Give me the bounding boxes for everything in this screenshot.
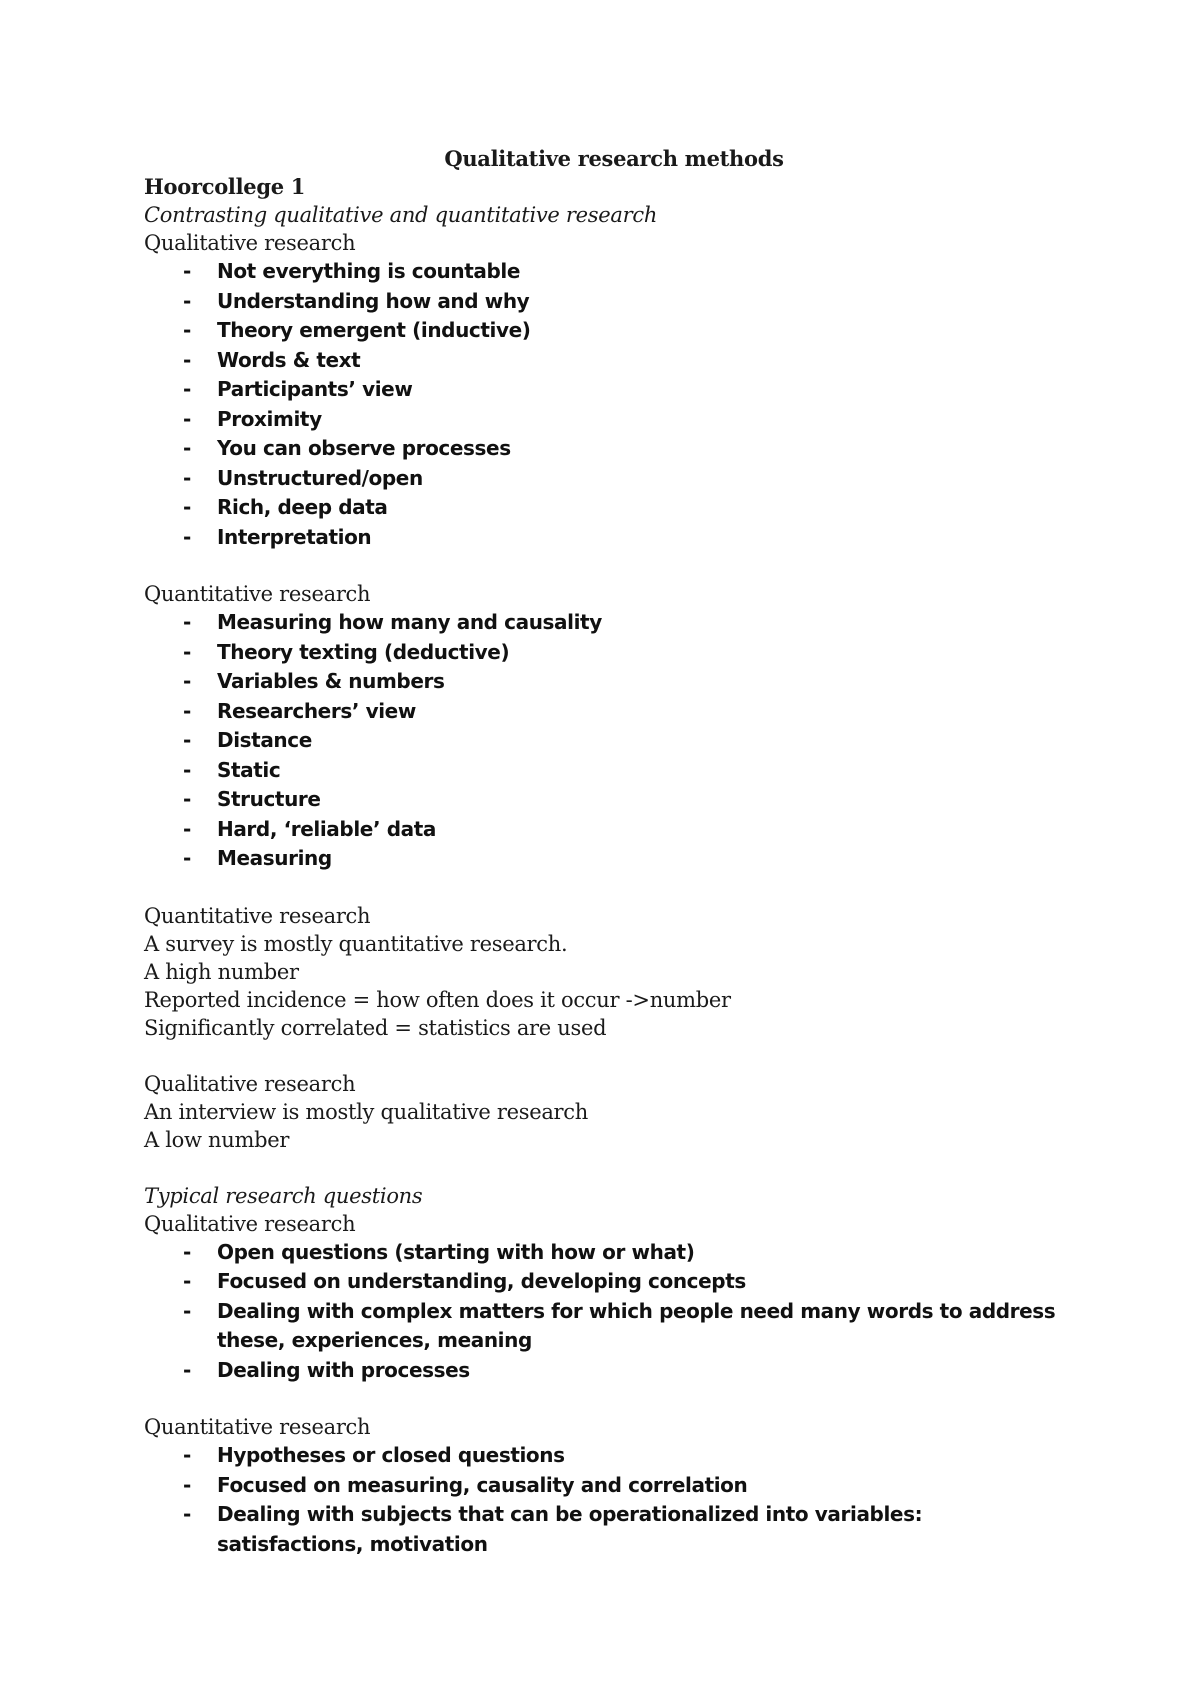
list-item-text: Dealing with processes xyxy=(217,1357,470,1382)
bullet-dash: - xyxy=(183,669,191,693)
bullet-dash: - xyxy=(183,436,191,460)
list-item xyxy=(144,523,1074,553)
list-item xyxy=(144,257,1074,287)
list-item xyxy=(144,464,1074,494)
bullet-dash: - xyxy=(183,1472,191,1497)
lecture-heading: Hoorcollege 1 xyxy=(144,174,306,199)
section-heading-research-questions: Typical research questions xyxy=(144,1183,423,1208)
list-item-text: Theory texting (deductive) xyxy=(217,639,510,664)
qual-list xyxy=(144,257,1074,552)
list-item xyxy=(144,1500,1074,1559)
text-line: A low number xyxy=(144,1127,290,1152)
list-item xyxy=(144,1267,1074,1297)
spacer xyxy=(144,1042,1074,1070)
bullet-dash: - xyxy=(183,846,191,870)
list-item-text: Variables & numbers xyxy=(217,669,445,693)
bullet-dash: - xyxy=(183,698,191,723)
list-item xyxy=(144,667,1074,697)
list-item xyxy=(144,608,1074,638)
spacer xyxy=(144,1385,1074,1413)
bullet-dash: - xyxy=(183,787,191,811)
list-item xyxy=(144,1297,1074,1356)
qual-example-heading: Qualitative research xyxy=(144,1071,356,1096)
list-item xyxy=(144,697,1074,727)
bullet-dash: - xyxy=(183,495,191,519)
bullet-dash: - xyxy=(183,1357,191,1382)
bullet-dash: - xyxy=(183,318,191,342)
text-line: Reported incidence = how often does it occur ->number xyxy=(144,987,731,1012)
bullet-dash: - xyxy=(183,757,191,782)
text-line: Significantly correlated = statistics are used xyxy=(144,1015,607,1040)
list-item xyxy=(144,493,1074,523)
list-item-text: Interpretation xyxy=(217,524,372,549)
list-item xyxy=(144,375,1074,405)
list-item-text: Participants’ view xyxy=(217,377,413,401)
quant-example-heading: Quantitative research xyxy=(144,903,371,928)
qual-example-lines xyxy=(144,1098,1074,1154)
bullet-dash: - xyxy=(183,1239,191,1264)
bullet-dash: - xyxy=(183,288,191,313)
list-item-text: Understanding how and why xyxy=(217,288,530,313)
bullet-dash: - xyxy=(183,639,191,664)
bullet-dash: - xyxy=(183,610,191,634)
bullet-dash: - xyxy=(183,1502,191,1526)
list-item-text: Focused on measuring, causality and correlation xyxy=(217,1472,748,1497)
list-item-text: Researchers’ view xyxy=(217,698,416,723)
bullet-dash: - xyxy=(183,1298,191,1323)
bullet-dash: - xyxy=(183,406,191,431)
list-item xyxy=(144,346,1074,376)
bullet-dash: - xyxy=(183,524,191,549)
list-item-text: Not everything is countable xyxy=(217,259,521,283)
bullet-dash: - xyxy=(183,259,191,283)
list-item xyxy=(144,434,1074,464)
bullet-dash: - xyxy=(183,1269,191,1293)
document-title: Qualitative research methods xyxy=(444,146,784,171)
text-line: A high number xyxy=(144,959,299,984)
list-item xyxy=(144,844,1074,874)
list-item-text: Dealing with subjects that can be operationalized into variables: satisfactions, motivation xyxy=(217,1502,923,1556)
bullet-dash: - xyxy=(183,465,191,490)
list-item xyxy=(144,1441,1074,1471)
list-item xyxy=(144,815,1074,845)
list-item-text: Static xyxy=(217,757,281,782)
list-item-text: Unstructured/open xyxy=(217,465,423,490)
list-item-text: Structure xyxy=(217,787,321,811)
bullet-dash: - xyxy=(183,347,191,372)
list-item-text: Distance xyxy=(217,728,312,752)
quant-list xyxy=(144,608,1074,874)
list-item-text: Focused on understanding, developing concepts xyxy=(217,1269,746,1293)
list-item-text: Proximity xyxy=(217,406,322,431)
list-item xyxy=(144,316,1074,346)
list-item-text: You can observe processes xyxy=(217,436,511,460)
list-item-text: Hypotheses or closed questions xyxy=(217,1443,565,1467)
list-item-text: Open questions (starting with how or what) xyxy=(217,1239,695,1264)
list-item-text: Measuring how many and causality xyxy=(217,610,602,634)
rq-quant-list xyxy=(144,1441,1074,1559)
list-item-text: Words & text xyxy=(217,347,361,372)
list-item xyxy=(144,756,1074,786)
list-item-text: Rich, deep data xyxy=(217,495,388,519)
bullet-dash: - xyxy=(183,728,191,752)
list-item-text: Measuring xyxy=(217,846,332,870)
list-item xyxy=(144,1471,1074,1501)
spacer xyxy=(144,552,1074,580)
list-item xyxy=(144,287,1074,317)
list-item xyxy=(144,785,1074,815)
rq-qual-heading: Qualitative research xyxy=(144,1211,356,1236)
list-item xyxy=(144,638,1074,668)
rq-quant-heading: Quantitative research xyxy=(144,1415,371,1439)
rq-qual-list xyxy=(144,1238,1074,1386)
bullet-dash: - xyxy=(183,377,191,401)
quant-heading: Quantitative research xyxy=(144,582,371,606)
list-item-text: Dealing with complex matters for which people need many words to address these, experiences, meaning xyxy=(217,1298,1056,1352)
list-item xyxy=(144,726,1074,756)
list-item xyxy=(144,1356,1074,1386)
list-item xyxy=(144,1238,1074,1268)
section-heading-contrasting: Contrasting qualitative and quantitative research xyxy=(144,203,658,227)
text-line: A survey is mostly quantitative research. xyxy=(144,931,568,956)
document-content xyxy=(144,145,1074,1559)
list-item-text: Theory emergent (inductive) xyxy=(217,318,531,342)
quant-example-lines xyxy=(144,930,1074,1042)
spacer xyxy=(144,874,1074,902)
qual-heading: Qualitative research xyxy=(144,231,356,255)
bullet-dash: - xyxy=(183,1443,191,1467)
list-item-text: Hard, ‘reliable’ data xyxy=(217,816,436,841)
bullet-dash: - xyxy=(183,816,191,841)
spacer xyxy=(144,1154,1074,1182)
text-line: An interview is mostly qualitative research xyxy=(144,1099,588,1124)
list-item xyxy=(144,405,1074,435)
